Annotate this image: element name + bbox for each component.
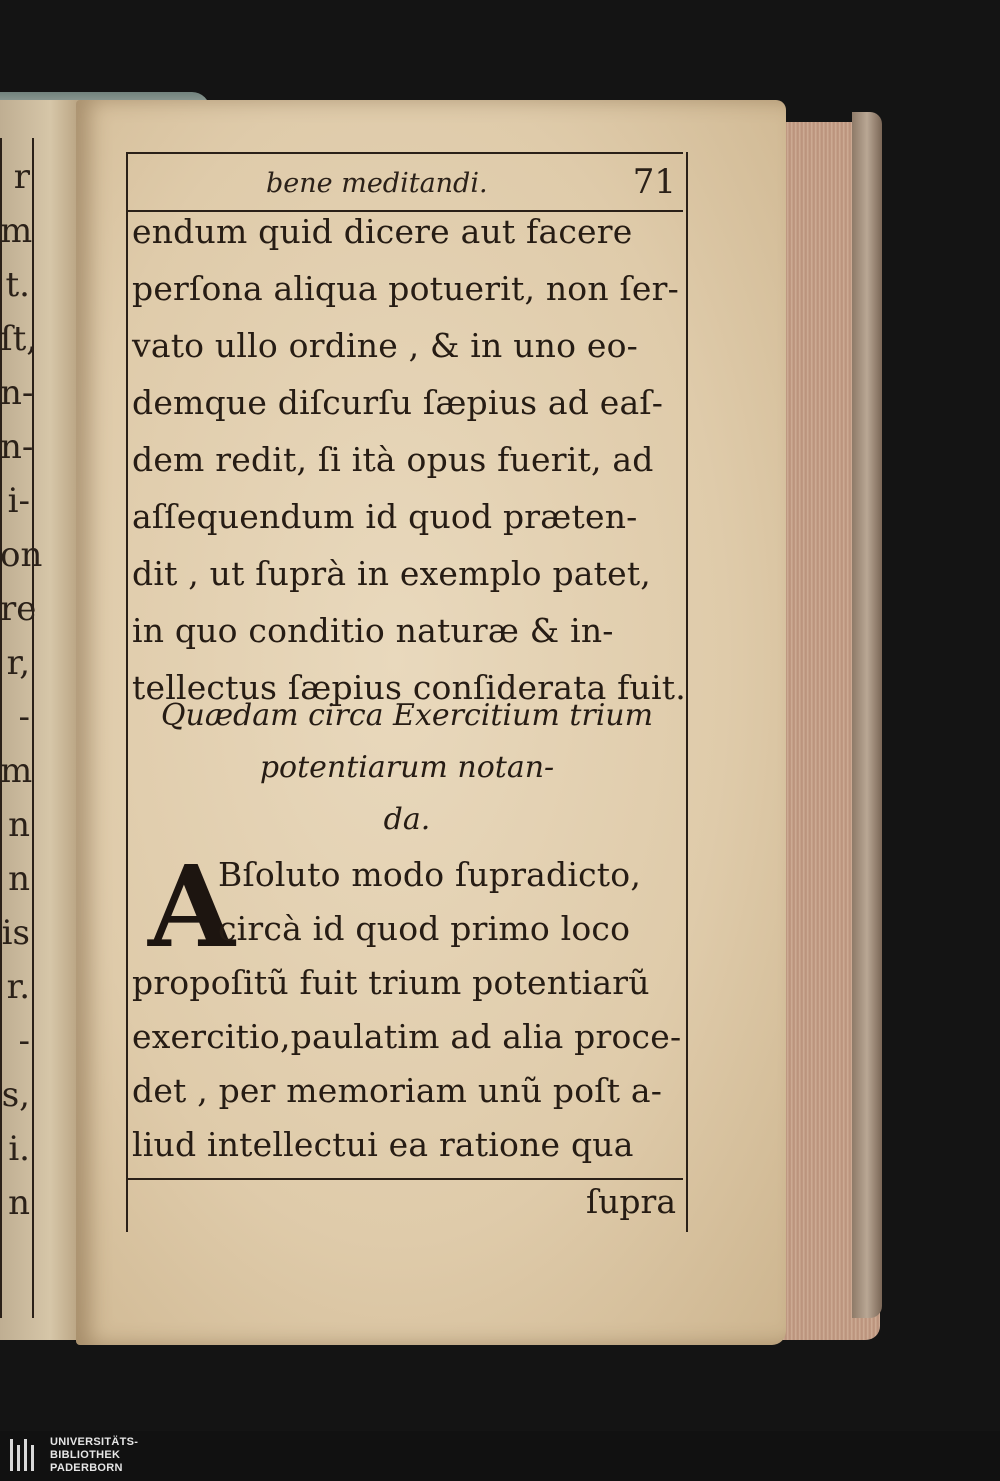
previous-page-fragment: m [0, 751, 33, 791]
text-line: exercitio,paulatim ad alia proce- [132, 1017, 682, 1056]
previous-page-fragment: t. [5, 265, 30, 305]
text-line: circà id quod primo loco [218, 909, 631, 948]
library-logo [0, 1431, 1000, 1481]
previous-page-fragment: i- [7, 481, 30, 521]
text-line: perſona aliqua potuerit, non ſer- [132, 269, 679, 308]
previous-page-fragment: r. [6, 967, 30, 1007]
text-line: dit , ut ſuprà in exemplo patet, [132, 554, 651, 593]
previous-page [0, 100, 84, 1340]
previous-page-fragment: r [13, 157, 30, 197]
previous-page-fragment: m [0, 211, 33, 251]
library-logo-text [50, 1436, 138, 1475]
library-logo-line: PADERBORN [50, 1462, 123, 1474]
heading-line: potentiarum notan- [259, 750, 555, 785]
heading-line: da. [383, 802, 431, 837]
previous-page-fragment: i. [8, 1129, 30, 1169]
heading-line: Quædam circa Exercitium trium [160, 698, 654, 733]
previous-page-fragment: n [8, 859, 30, 899]
previous-page-fragment: is [1, 913, 30, 953]
page-number: 71 [632, 162, 676, 202]
previous-page-fragment: s, [1, 1075, 30, 1115]
library-logo-line: UNIVERSITÄTS- [50, 1436, 139, 1448]
book-page [76, 100, 786, 1345]
text-line: det , per memoriam unũ poſt a- [132, 1071, 663, 1110]
catchword: ſupra [585, 1182, 676, 1221]
text-line: demque diſcurſu ſæpius ad eaſ- [132, 383, 664, 422]
text-line: aſſequendum id quod præten- [132, 497, 638, 536]
library-logo-icon [8, 1435, 40, 1477]
previous-page-fragment: re [0, 589, 37, 629]
running-title: bene meditandi. [266, 168, 488, 199]
text-line: vato ullo ordine , & in uno eo- [132, 326, 639, 365]
previous-page-fragment: n [8, 805, 30, 845]
text-line: Bſoluto modo ſupradicto, [218, 855, 642, 894]
previous-page-fragment: - [18, 1021, 30, 1061]
previous-page-fragment: - [18, 697, 30, 737]
previous-page-fragment: ſt, [0, 319, 38, 359]
library-logo-line: BIBLIOTHEK [50, 1449, 121, 1461]
text-line: liud intellectui ea ratione qua [132, 1125, 634, 1164]
bottom-rule [128, 1178, 683, 1180]
text-line: in quo conditio naturæ & in- [132, 611, 614, 650]
text-line: endum quid dicere aut facere [132, 212, 633, 251]
previous-page-fragment: r, [6, 643, 30, 683]
text-line: tellectus ſæpius conſiderata fuit. [132, 668, 686, 707]
text-line: dem redit, ſi ità opus fuerit, ad [132, 440, 654, 479]
text-line: propoſitũ fuit trium potentiarũ [132, 963, 650, 1002]
previous-page-fragment: on [0, 535, 43, 575]
drop-capital: A [148, 842, 235, 973]
cover-edge [852, 112, 882, 1318]
previous-page-fragment: n [8, 1183, 30, 1223]
previous-page-fragment: n- [0, 373, 34, 413]
previous-page-fragment: n- [0, 427, 34, 467]
